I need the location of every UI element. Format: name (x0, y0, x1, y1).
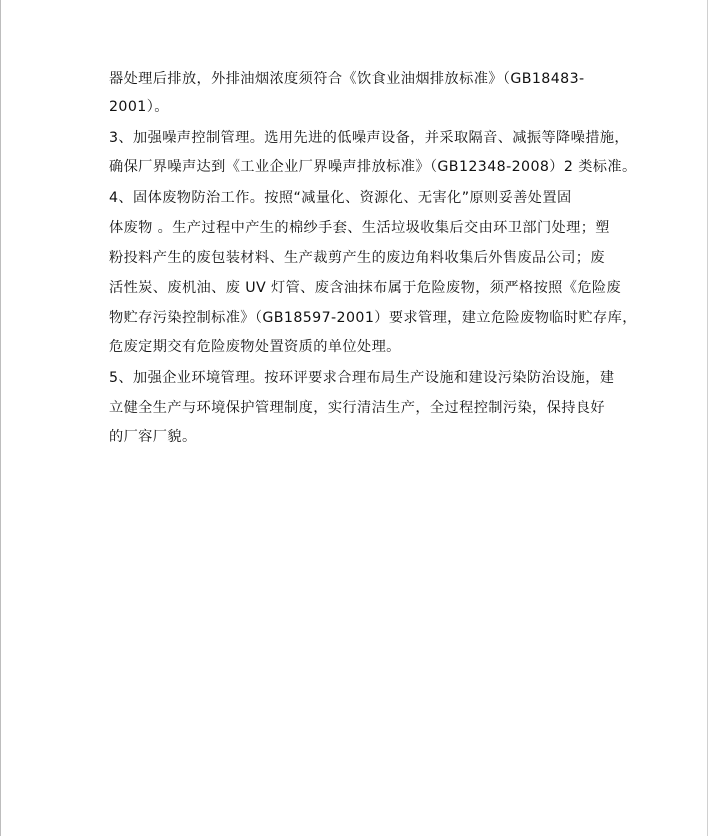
text-line: 立健全生产与环境保护管理制度，实行清洁生产，全过程控制污染，保持良好 (109, 400, 605, 416)
text-line: 物贮存污染控制标准》（GB18597-2001）要求管理，建立危险废物临时贮存库， (109, 310, 637, 326)
text-line: 3、加强噪声控制管理。选用先进的低噪声设备，并采取隔音、减振等降噪措施， (109, 130, 629, 146)
text-line: 4、固体废物防治工作。按照“减量化、资源化、无害化”原则妥善处置固 (109, 190, 572, 206)
text-line: 确保厂界噪声达到《工业企业厂界噪声排放标准》（GB12348-2008）2 类标准。 (109, 159, 637, 175)
text-line: 危废定期交有危险废物处置资质的单位处理。 (109, 339, 401, 355)
text-line: 2001）。 (109, 99, 169, 115)
text-line: 活性炭、废机油、废 UV 灯管、废含油抹布属于危险废物，须严格按照《危险废 (109, 280, 622, 296)
text-line: 体废物 。生产过程中产生的棉纱手套、生活垃圾收集后交由环卫部门处理；塑 (109, 220, 610, 236)
text-line: 的厂容厂貌。 (109, 429, 197, 445)
text-line: 5、加强企业环境管理。按环评要求合理布局生产设施和建设污染防治设施，建 (109, 370, 615, 386)
text-line: 粉投料产生的废包装材料、生产裁剪产生的废边角料收集后外售废品公司；废 (109, 250, 605, 266)
text-line: 器处理后排放，外排油烟浓度须符合《饮食业油烟排放标准》（GB18483- (109, 71, 585, 87)
